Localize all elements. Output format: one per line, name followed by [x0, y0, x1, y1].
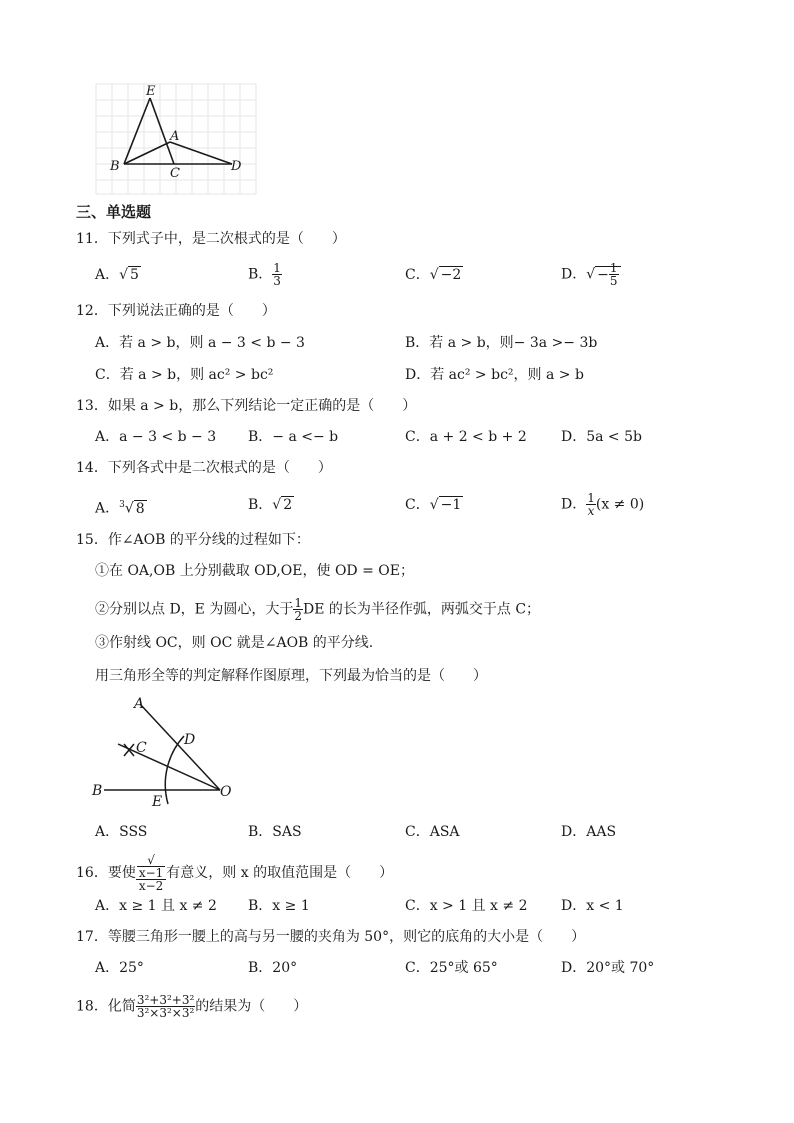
q13-option-b[interactable]: B．− a <− b — [248, 429, 339, 445]
q12-option-b[interactable]: B．若 a > b，则− 3a >− 3b — [405, 335, 598, 351]
q15-option-a[interactable]: A．SSS — [95, 824, 148, 840]
label-B: B — [110, 159, 120, 174]
q17-option-d[interactable]: D．20°或 70° — [561, 960, 655, 976]
q16-option-a[interactable]: A．x ≥ 1 且 x ≠ 2 — [95, 898, 217, 914]
q13-option-a[interactable]: A．a − 3 < b − 3 — [95, 429, 217, 445]
label-D: D — [184, 732, 196, 748]
q16-option-c[interactable]: C．x > 1 且 x ≠ 2 — [405, 898, 528, 914]
label-E: E — [152, 794, 163, 810]
angle-bisector-figure — [90, 692, 240, 810]
q14-stem: 14．下列各式中是二次根式的是（ ） — [76, 460, 332, 476]
q15-prompt: 用三角形全等的判定解释作图原理，下列最为恰当的是（ ） — [95, 668, 487, 684]
q12-option-d[interactable]: D．若 ac² > bc²，则 a > b — [405, 367, 584, 383]
q15-option-b[interactable]: B．SAS — [248, 824, 302, 840]
q15-option-d[interactable]: D．AAS — [561, 824, 617, 840]
q11-option-a[interactable]: A．√ 5 — [95, 267, 139, 283]
q14-option-d[interactable]: D． $\frac{1}{x}$ (x ≠ 0) — [561, 491, 645, 518]
q13-stem: 13．如果 a > b，那么下列结论一定正确的是（ ） — [76, 398, 417, 414]
q17-stem: 17．等腰三角形一腰上的高与另一腰的夹角为 50°，则它的底角的大小是（ ） — [76, 929, 586, 945]
q14-option-a[interactable]: A．$^3$√ 8 — [95, 500, 145, 517]
q16-stem: 16．要使 √ x−1 x−2 有意义，则 x 的取值范围是（ ） — [76, 853, 394, 893]
label-E: E — [146, 84, 156, 99]
label-C: C — [170, 166, 180, 181]
q15-step1: ①在 OA,OB 上分别截取 OD,OE，使 OD = OE； — [95, 563, 414, 579]
q16-option-d[interactable]: D．x < 1 — [561, 898, 624, 914]
label-A: A — [170, 129, 180, 144]
label-B: B — [92, 783, 103, 799]
q15-step2: ②分别以点 D，E 为圆心，大于 $\frac{1}{2}$ DE 的长为半径作弧，两弧交于点 C； — [95, 596, 541, 623]
q11-option-d[interactable]: D．√ − $\frac{1}{5}$ — [561, 262, 621, 287]
label-D: D — [231, 159, 242, 174]
label-A: A — [134, 696, 145, 712]
q16-option-b[interactable]: B．x ≥ 1 — [248, 898, 310, 914]
q14-option-b[interactable]: B．√ 2 — [248, 497, 293, 513]
q12-option-c[interactable]: C．若 a > b，则 ac² > bc² — [95, 367, 274, 383]
label-O: O — [220, 784, 232, 800]
q12-stem: 12．下列说法正确的是（ ） — [76, 303, 276, 319]
q15-option-c[interactable]: C．ASA — [405, 824, 460, 840]
label-C: C — [136, 740, 147, 756]
q12-option-a[interactable]: A．若 a > b，则 a − 3 < b − 3 — [95, 335, 305, 351]
q17-option-a[interactable]: A．25° — [95, 960, 144, 976]
q14-option-c[interactable]: C．√ −1 — [405, 497, 462, 513]
q13-option-d[interactable]: D．5a < 5b — [561, 429, 642, 445]
q11-stem: 11．下列式子中，是二次根式的是（ ） — [76, 231, 346, 247]
section-title: 三、单选题 — [76, 203, 152, 221]
q17-option-c[interactable]: C．25°或 65° — [405, 960, 498, 976]
q13-option-c[interactable]: C．a + 2 < b + 2 — [405, 429, 527, 445]
q15-step3: ③作射线 OC，则 OC 就是∠AOB 的平分线. — [95, 635, 374, 651]
q15-stem: 15．作∠AOB 的平分线的过程如下： — [76, 532, 310, 548]
q11-option-b[interactable]: B． $\frac{1}{3}$ — [248, 261, 281, 288]
triangle-grid-figure — [92, 80, 262, 198]
q11-option-c[interactable]: C．√ −2 — [405, 267, 462, 283]
q17-option-b[interactable]: B．20° — [248, 960, 298, 976]
q18-stem: 18．化简 $\frac{\text{3²+3²+3²}}{\text{3²×3²×3²}}$ 的结果为（ ） — [76, 993, 308, 1020]
